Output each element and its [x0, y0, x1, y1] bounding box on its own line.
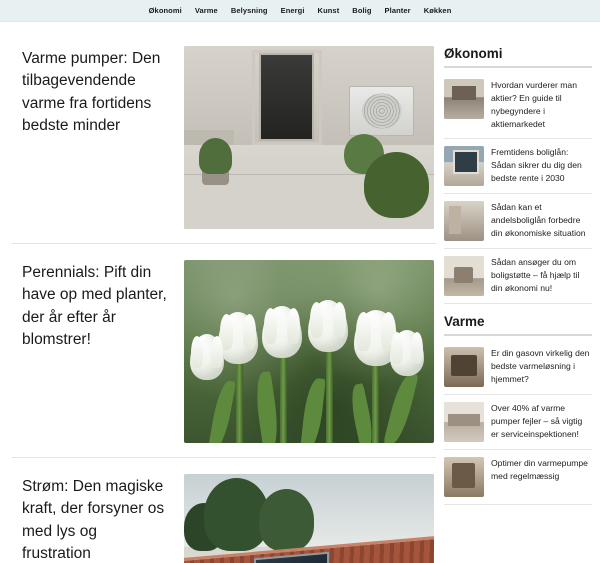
sidebar-item-title[interactable]: Er din gasovn virkelig den bedste varmeløsning i hjemmet? [491, 348, 590, 385]
nav-item-energi[interactable]: Energi [280, 6, 305, 15]
article-card[interactable] [12, 458, 436, 563]
page-content [0, 22, 600, 563]
building-facade-thumb-icon [444, 201, 484, 241]
gas-stove-thumb-icon [444, 347, 484, 387]
article-title[interactable]: Perennials: Pift din have op med planter, der år efter år blomstrer! [22, 264, 167, 349]
top-navigation [0, 0, 600, 22]
nav-item-okonomi[interactable]: Økonomi [148, 6, 182, 15]
sidebar-item-title[interactable]: Sådan kan et andelsboliglån forbedre din økonomiske situation [491, 202, 586, 239]
nav-item-planter[interactable]: Planter [384, 6, 411, 15]
nav-item-bolig[interactable]: Bolig [352, 6, 372, 15]
article-card[interactable] [12, 28, 436, 244]
sidebar-list-item[interactable] [444, 450, 592, 505]
nav-item-varme[interactable]: Varme [194, 6, 218, 15]
article-image-tulips[interactable] [184, 260, 434, 443]
sidebar-item-title[interactable]: Fremtidens boliglån: Sådan sikrer du dig den bedste rente i 2030 [491, 147, 582, 184]
living-room-thumb-icon [444, 256, 484, 296]
sidebar-item-title[interactable]: Sådan ansøger du om boligstøtte – få hjælp til din økonomi nu! [491, 257, 580, 294]
heat-pump-thumb-icon [444, 402, 484, 442]
sidebar-item-title[interactable]: Hvordan vurderer man aktier? En guide til nybegyndere i aktiemarkedet [491, 80, 577, 130]
article-title[interactable]: Varme pumper: Den tilbagevendende varme fra fortidens bedste minder [22, 50, 161, 135]
house-window-thumb-icon [444, 146, 484, 186]
nav-item-kunst[interactable]: Kunst [317, 6, 340, 15]
article-image-heat-pump[interactable] [184, 46, 434, 229]
radiator-thumb-icon [444, 457, 484, 497]
nav-item-belysning[interactable]: Belysning [230, 6, 268, 15]
stock-chart-thumb-icon [444, 79, 484, 119]
article-image-roof-solar[interactable] [184, 474, 434, 563]
sidebar-heading-varme: Varme [444, 314, 592, 336]
nav-item-kokken[interactable]: Køkken [423, 6, 452, 15]
sidebar-list-item[interactable] [444, 340, 592, 395]
sidebar [436, 22, 592, 563]
sidebar-heading-okonomi: Økonomi [444, 46, 592, 68]
article-title[interactable]: Strøm: Den magiske kraft, der forsyner os med lys og frustration [22, 478, 165, 563]
sidebar-list-item[interactable] [444, 72, 592, 139]
sidebar-list-item[interactable] [444, 194, 592, 249]
sidebar-item-title[interactable]: Over 40% af varme pumper fejler – så vigtig er serviceinspektionen! [491, 403, 583, 440]
sidebar-item-title[interactable]: Optimer din varmepumpe med regelmæssig [491, 458, 588, 482]
sidebar-list-item[interactable] [444, 395, 592, 450]
sidebar-list-item[interactable] [444, 249, 592, 304]
article-card[interactable] [12, 244, 436, 458]
main-article-list [12, 22, 436, 563]
sidebar-list-item[interactable] [444, 139, 592, 194]
